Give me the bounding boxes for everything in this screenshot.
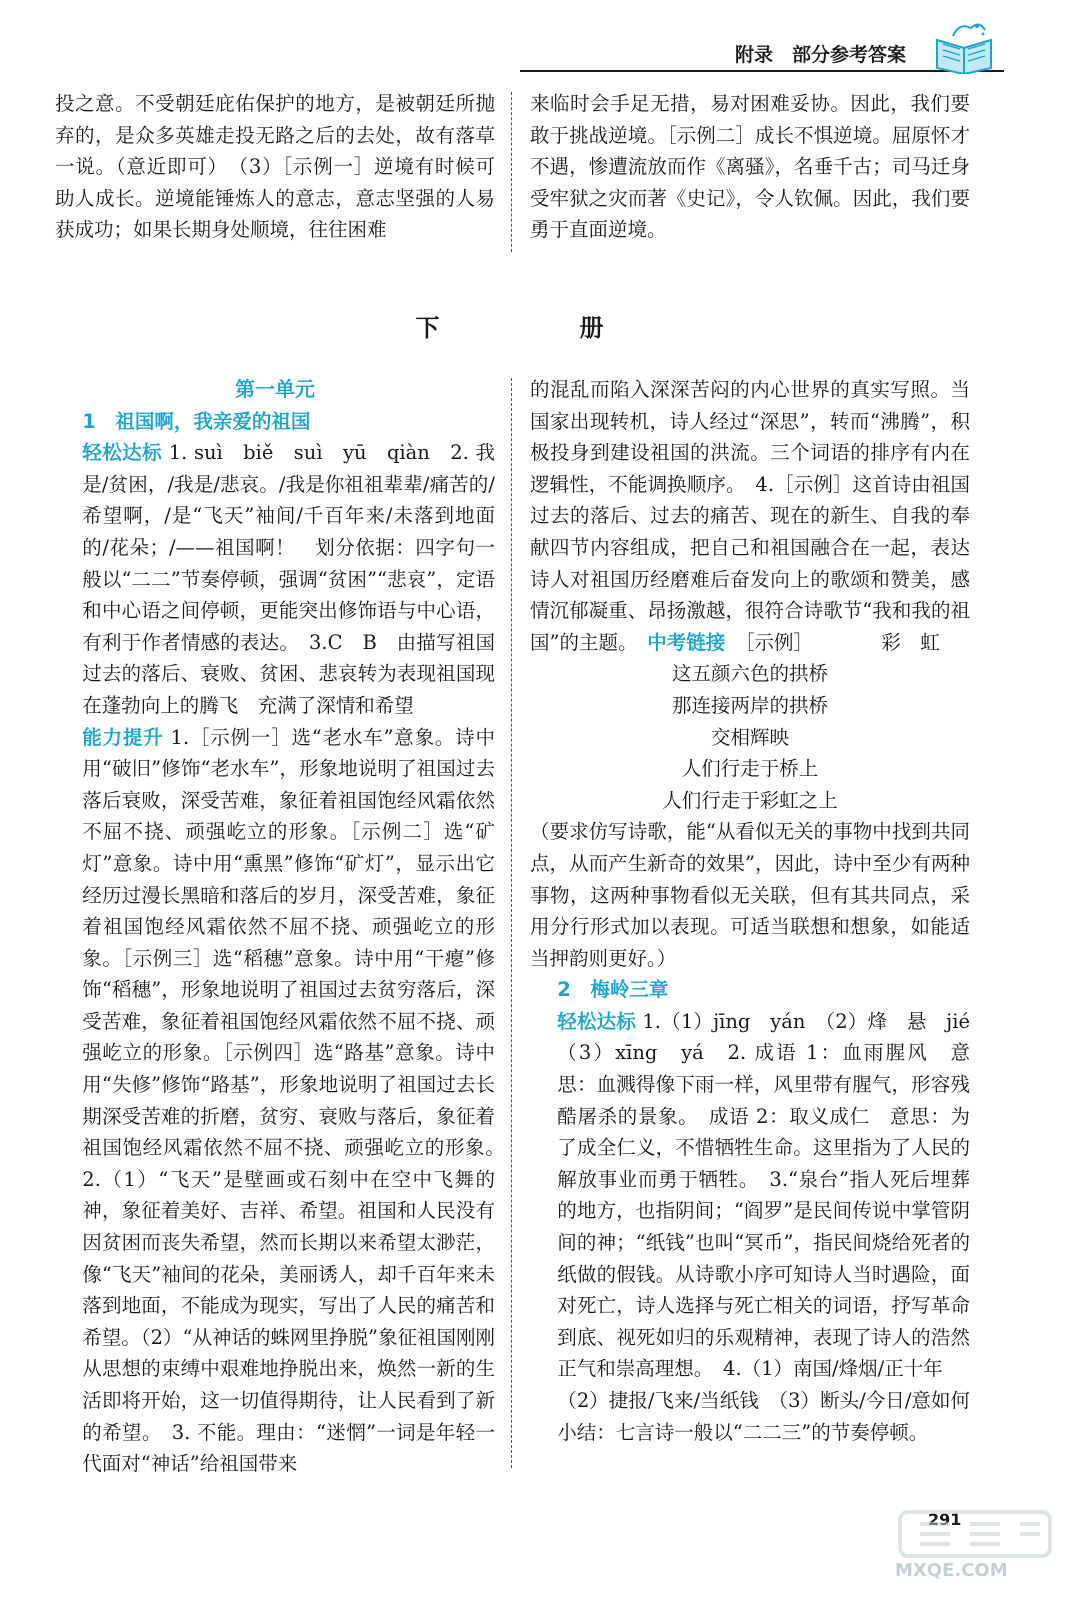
lesson-2-summary: （2）捷报/飞来/当纸钱 （3）断头/今日/意如何 小结：七言诗一般以“二二三”的节奏停顿。	[557, 1389, 990, 1444]
lesson-1-advance-text: 1.［示例一］选“老水车”意象。诗中用“破旧”修饰“老水车”，形象地说明了祖国过去落后衰败，深受苦难，象征着祖国饱经风霜依然不屈不挠、顽强屹立的形象。［示例二］选“矿灯”意象。诗中用“熏黑”修饰“矿灯”，显示出它经历过漫长黑暗和落后的岁月，深受苦难，象征着祖国饱经风霜依然不屈不挠、顽强屹立的形象。［示例三］选“稻穗”意象。诗中用“干瘪”修饰“稻穗”，形象地说明了祖国过去贫穷落后，深受苦难，象征着祖国饱经风霜依然不屈不挠、顽强屹立的形象。［示例四］选“路基”意象。诗中用“失修”修饰“路基”，形象地说明了祖国过去长期深受苦难的折磨，贫穷、衰败与落后，象征着祖国饱经风霜依然不屈不挠、顽强屹立的形象。 2.（1）“飞天”是壁画或石刻中在空中飞舞的神，象征着美好、吉祥、希望。祖国和人民没有因贫困而丧失希望，然而长期以来希望太渺茫，像“飞天”袖间的花朵，美丽诱人，却千百年来未落到地面，不能成为现实，写出了人民的痛苦和希望。（2）“从神话的蛛网里挣脱”象征祖国刚刚从思想的束缚中艰难地挣脱出来，焕然一新的生活即将开始，这一切值得期待，让人民看到了新的希望。 3. 不能。理由：“迷惘”一词是年轻一代面对“神话”给祖国带来	[82, 725, 515, 1476]
unit-title: 第一单元	[235, 377, 315, 401]
poem-line: 交相辉映	[710, 725, 789, 749]
tag-advance: 能力提升	[82, 725, 164, 749]
left-column	[55, 374, 515, 1480]
lesson-1-easy-paragraph	[55, 437, 495, 721]
lesson-1-title: 1 祖国啊，我亲爱的祖国	[82, 409, 311, 433]
running-header: 附录 部分参考答案	[735, 44, 907, 66]
tag-easy: 轻松达标	[82, 441, 163, 465]
lesson-2-easy-text: 1.（1）jīng yán （2）烽 悬 jié （3）xīng yá 2. 成语 1：血雨腥风 意思：血溅得像下雨一样，风里带有腥气，形容残酷屠杀的景象。 成语 2：取义成仁 意思：为了成全仁义，不惜牺牲生命。这里指为了人民的解放事业而勇于牺牲。 3.“泉台”指人死后埋葬的地方，也指阴间；“阎罗”是民间传说中掌管阴间的神；“纸钱”也叫“冥币”，指民间烧给死者的纸做的假钱。从诗歌小序可知诗人当时遇险，面对死亡，诗人选择与死亡相关的词语，抒写革命到底、视死如归的乐观精神，表现了诗人的浩然正气和崇高理想。 4.（1）南国/烽烟/正十年	[557, 1009, 990, 1381]
column-divider-top	[511, 92, 512, 252]
open-book-icon	[933, 18, 995, 74]
poem-requirement-note: （要求仿写诗歌，能“从看似无关的事物中找到共同点，从而产生新奇的效果”，因此，诗中至少有两种事物，这两种事物看似无关联，但有其共同点，采用分行形式加以表现。可适当联想和想象，如能适当押韵则更好。）	[530, 820, 970, 970]
poem-line: 人们行走于彩虹之上	[662, 788, 838, 812]
lesson-2-heading	[530, 974, 970, 1006]
lesson-1-continued: 的混乱而陷入深深苦闷的内心世界的真实写照。当国家出现转机，诗人经过“深思”，转而“沸腾”，积极投身到建设祖国的洪流。三个词语的排序有内在逻辑性，不能调换顺序。 4.［示例］这首诗由祖国过去的落后、过去的痛苦、现在的新生、自我的奉献四节内容组成，把自己和祖国融合在一起，表达诗人对祖国历经磨难后奋发向上的歌颂和赞美，感情沉郁凝重、昂扬激越，很符合诗歌节“我和我的祖国”的主题。 中考链接 ［示例］ 彩 虹	[530, 378, 970, 654]
lesson-2-title: 2 梅岭三章	[557, 978, 669, 1002]
tag-easy-2: 轻松达标	[557, 1009, 636, 1033]
top-right-text: 来临时会手足无措，易对困难妥协。因此，我们要敢于挑战逆境。［示例二］成长不惧逆境。屈原怀才不遇，惨遭流放而作《离骚》，名垂千古；司马迁身受牢狱之灾而著《史记》，令人钦佩。因此，我们要勇于直面逆境。	[530, 92, 970, 242]
right-column	[530, 374, 990, 1448]
watermark-text: MXQE.COM	[895, 1560, 1008, 1581]
volume-title: 下 册	[415, 314, 662, 342]
top-right-column	[530, 88, 970, 246]
lesson-1-easy-text: 1. suì biě suì yū qiàn 2. 我是/贫困，/我是/悲哀。/我是你祖祖辈辈/痛苦的/希望啊，/是“飞天”袖间/千百年来/未落到地面的/花朵；/——祖国啊！ 划分依据：四字句一般以“二二”节奏停顿，强调“贫困”“悲哀”，定语和中心语之间停顿，更能突出修饰语与中心语，有利于作者情感的表达。 3.C B 由描写祖国过去的落后、衰败、贫困、悲哀转为表现祖国现在蓬勃向上的腾飞 充满了深情和希望	[82, 441, 495, 717]
poem-line: 这五颜六色的拱桥	[671, 662, 828, 686]
lesson-1-heading	[55, 406, 495, 438]
top-left-text: 投之意。不受朝廷庇佑保护的地方，是被朝廷所抛弃的，是众多英雄走投无路之后的去处，故有落草一说。（意近即可） （3）［示例一］逆境有时候可助人成长。逆境能锤炼人的意志，意志坚强的人易获成功；如果长期身处顺境，往往困难	[55, 92, 495, 242]
top-left-column	[55, 88, 495, 246]
poem-line: 人们行走于桥上	[681, 757, 819, 781]
lesson-2-easy-paragraph	[530, 1006, 990, 1385]
page-number: 291	[928, 1510, 962, 1529]
column-divider-main	[511, 378, 512, 1468]
header-rule	[520, 70, 1004, 72]
lesson-1-advance-paragraph	[55, 722, 515, 1480]
tag-exam-link: 中考链接	[647, 630, 726, 654]
poem-line: 那连接两岸的拱桥	[671, 693, 828, 717]
